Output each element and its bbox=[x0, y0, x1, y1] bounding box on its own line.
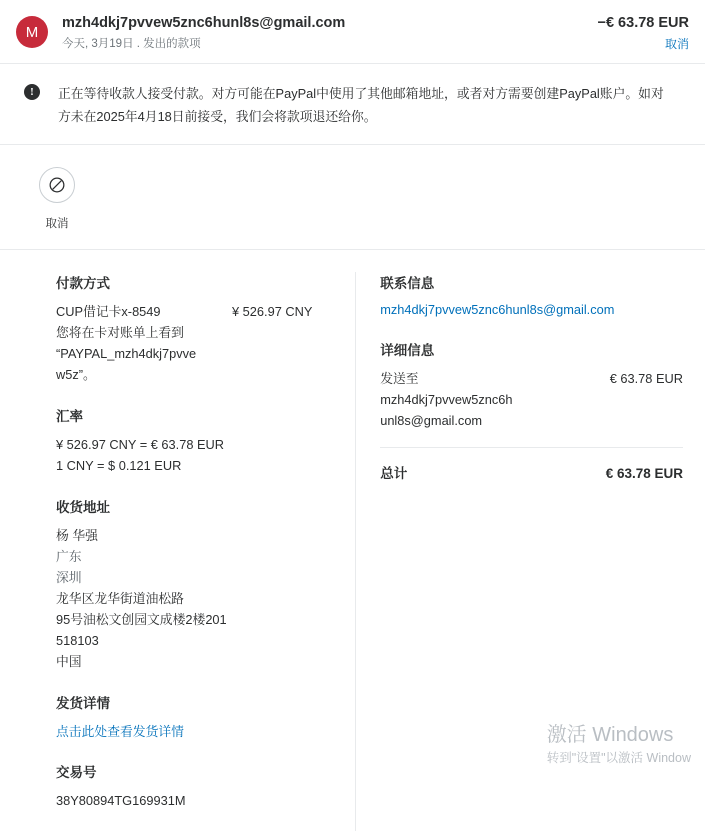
address-line: 广东 bbox=[56, 549, 82, 564]
payment-method-card: CUP借记卡x-8549 bbox=[56, 304, 161, 319]
right-column bbox=[355, 272, 689, 831]
statement-note-line-1: 您将在卡对账单上看到 bbox=[56, 325, 184, 340]
statement-note-line-2: “PAYPAL_mzh4dkj7pvve bbox=[56, 346, 197, 361]
total-value: € 63.78 EUR bbox=[605, 466, 683, 481]
address-line: 杨 华强 bbox=[56, 528, 98, 543]
exchange-rate-line-2: 1 CNY = $ 0.121 EUR bbox=[56, 458, 182, 473]
transaction-header bbox=[0, 0, 705, 64]
exchange-rate-line-1: ¥ 526.97 CNY = € 63.78 EUR bbox=[56, 437, 225, 452]
cancel-icon bbox=[39, 167, 75, 203]
shipping-address-section bbox=[56, 496, 339, 672]
statement-note-line-3: w5z”。 bbox=[56, 367, 96, 382]
left-column bbox=[16, 272, 355, 831]
contact-section bbox=[380, 272, 683, 319]
status-notice bbox=[0, 64, 705, 145]
details-body bbox=[0, 250, 705, 831]
shipping-details-title: 发货详情 bbox=[56, 696, 110, 711]
shipping-details-link[interactable]: 点击此处查看发货详情 bbox=[56, 724, 184, 739]
transaction-id-title: 交易号 bbox=[56, 765, 97, 780]
avatar: M bbox=[16, 16, 48, 48]
watermark-title: 激活 Windows bbox=[546, 724, 674, 746]
sent-to-row bbox=[380, 368, 683, 389]
details-section bbox=[380, 339, 683, 431]
contact-title: 联系信息 bbox=[380, 276, 435, 291]
recipient-line-2: unl8s@gmail.com bbox=[380, 413, 483, 428]
address-line: 中国 bbox=[56, 654, 82, 669]
recipient-line-1: mzh4dkj7pvvew5znc6h bbox=[380, 392, 513, 407]
total-divider bbox=[380, 447, 683, 448]
payment-method-amount: ¥ 526.97 CNY bbox=[232, 304, 313, 319]
total-row bbox=[380, 462, 683, 482]
payment-method-row bbox=[56, 301, 339, 322]
payment-method-title: 付款方式 bbox=[56, 276, 110, 291]
transaction-amount: −€ 63.78 EUR bbox=[597, 15, 689, 31]
header-main bbox=[48, 14, 588, 51]
shipping-details-section bbox=[56, 692, 339, 741]
exchange-rate-title: 汇率 bbox=[56, 409, 83, 424]
sent-to-amount: € 63.78 EUR bbox=[609, 371, 683, 386]
header-amount-block bbox=[588, 14, 690, 51]
cancel-link[interactable]: 取消 bbox=[664, 37, 689, 51]
total-label: 总计 bbox=[380, 466, 408, 481]
notice-text: 正在等待收款人接受付款。对方可能在PayPal中使用了其他邮箱地址，或者对方需要创建PayPal账户。如对方未在2025年4月18日前接受，我们会将款项退还给你。 bbox=[58, 86, 664, 124]
payment-method-section bbox=[56, 272, 339, 385]
address-line: 龙华区龙华街道油松路 bbox=[56, 591, 184, 606]
cancel-action-label: 取消 bbox=[45, 218, 69, 230]
transaction-id-section bbox=[56, 761, 339, 811]
address-line: 518103 bbox=[56, 633, 99, 648]
action-bar bbox=[0, 145, 705, 250]
contact-email-link[interactable]: mzh4dkj7pvvew5znc6hunl8s@gmail.com bbox=[380, 302, 615, 317]
address-line: 95号油松文创园文成楼2楼201 bbox=[56, 612, 227, 627]
shipping-address-title: 收货地址 bbox=[56, 500, 110, 515]
sent-to-label: 发送至 bbox=[380, 371, 419, 386]
page-title: mzh4dkj7pvvew5znc6hunl8s@gmail.com bbox=[62, 15, 346, 31]
transaction-date: 今天, 3月19日 . 发出的款项 bbox=[62, 38, 201, 50]
info-icon: ! bbox=[24, 84, 40, 100]
watermark-subtitle: 转到"设置"以激活 Window bbox=[546, 751, 691, 765]
exchange-rate-section bbox=[56, 405, 339, 476]
transaction-id-value: 38Y80894TG169931M bbox=[56, 793, 186, 808]
address-line: 深圳 bbox=[56, 570, 82, 585]
cancel-action-button[interactable] bbox=[24, 167, 90, 231]
details-title: 详细信息 bbox=[380, 343, 435, 358]
